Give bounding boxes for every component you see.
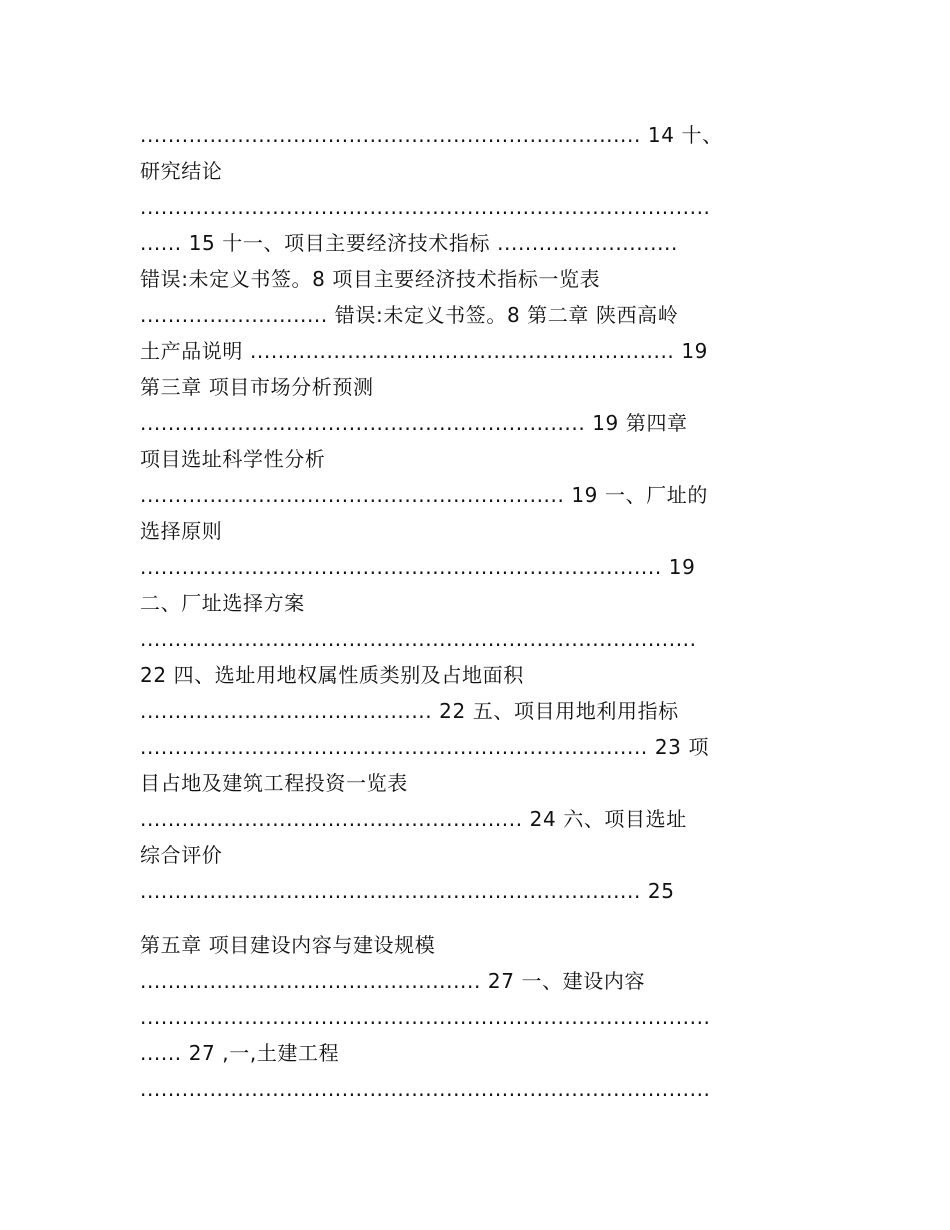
toc-line: 第五章 项目建设内容与建设规模 (140, 933, 436, 957)
toc-line: ................................................................ 19 第四章 (140, 411, 688, 435)
toc-line: 第三章 项目市场分析预测 (140, 375, 374, 399)
toc-line: .......................................... 22 五、项目用地利用指标 (140, 699, 679, 723)
toc-line: ................................................................................ (140, 627, 697, 651)
toc-line: ................................................. 27 一、建设内容 (140, 969, 646, 993)
toc-line: .................................................................................. (140, 1077, 711, 1101)
toc-line: ........................... 错误:未定义书签。8 第二章 陕西高岭 (140, 303, 679, 327)
toc-line: 二、厂址选择方案 (140, 591, 305, 615)
toc-line: 综合评价 (140, 843, 223, 867)
toc-line: ...... 15 十一、项目主要经济技术指标 .......................... (140, 231, 678, 255)
toc-line: ........................................................................ 25 (140, 879, 675, 903)
toc-line: 研究结论 (140, 159, 223, 183)
toc-line: ........................................................................ 14 十、 (140, 123, 723, 147)
toc-line: ......................................................................... 23 项 (140, 735, 710, 759)
toc-line: 目占地及建筑工程投资一览表 (140, 771, 408, 795)
toc-line: ........................................................................... 19 (140, 555, 696, 579)
toc-line: .................................................................................. (140, 195, 711, 219)
toc-line: .................................................................................. (140, 1005, 711, 1029)
toc-line: 错误:未定义书签。8 项目主要经济技术指标一览表 (140, 267, 601, 291)
toc-line: 选择原则 (140, 519, 223, 543)
toc-line: 项目选址科学性分析 (140, 447, 326, 471)
toc-line: ...... 27 ,一,土建工程 (140, 1041, 340, 1065)
toc-line: 土产品说明 ............................................................. 19 (140, 339, 708, 363)
toc-line: 22 四、选址用地权属性质类别及占地面积 (140, 663, 524, 687)
toc-line: ............................................................. 19 一、厂址的 (140, 483, 708, 507)
toc-line: ....................................................... 24 六、项目选址 (140, 807, 687, 831)
